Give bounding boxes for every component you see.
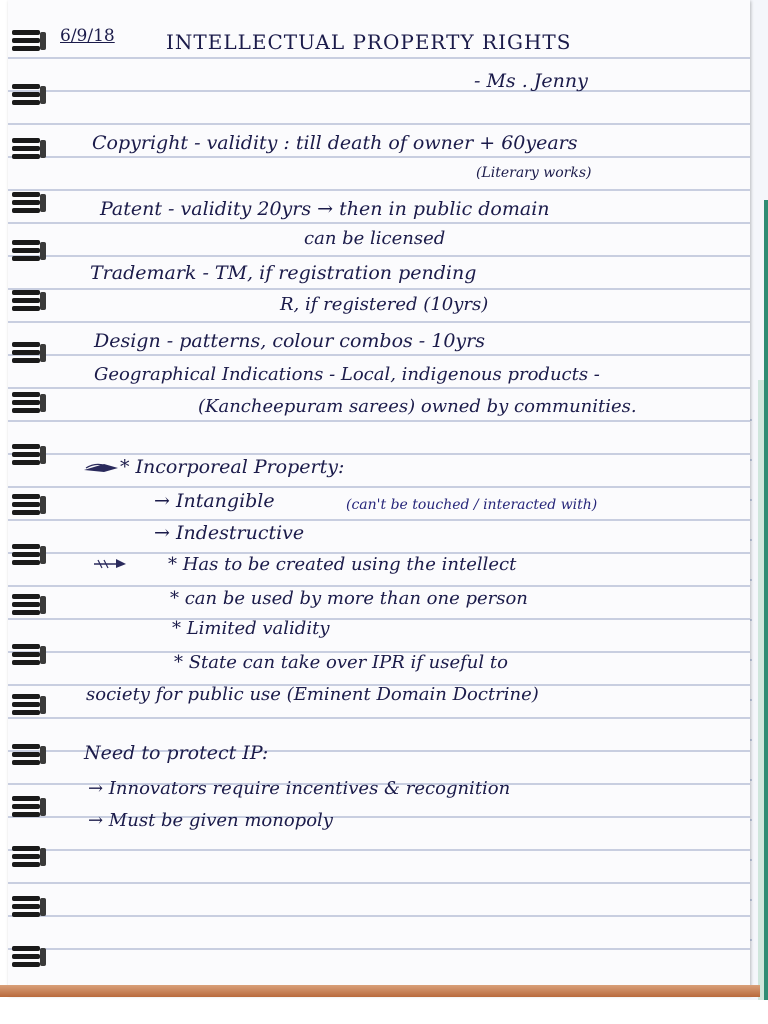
note-line-patent: Patent - validity 20yrs → then in public domain — [100, 198, 550, 220]
notebook-bottom-edge — [0, 985, 760, 997]
spiral-binding-icon — [10, 0, 50, 995]
page-title: INTELLECTUAL PROPERTY RIGHTS — [166, 30, 572, 54]
note-line-intangible: → Intangible — [154, 490, 275, 512]
pen-doodle-icon — [82, 458, 122, 478]
paper-sheet — [8, 0, 750, 995]
note-line-intangible-note: (can't be touched / interacted with) — [346, 497, 598, 513]
note-author: - Ms . Jenny — [474, 70, 588, 92]
note-line-innovators: → Innovators require incentives & recognition — [88, 778, 511, 799]
note-line-monopoly: → Must be given monopoly — [88, 810, 333, 831]
note-line-trademark: Trademark - TM, if registration pending — [90, 262, 477, 284]
note-line-registered: R, if registered (10yrs) — [280, 294, 489, 315]
note-line-society: society for public use (Eminent Domain Doctrine) — [86, 684, 539, 705]
note-line-literary: (Literary works) — [476, 165, 592, 181]
note-line-more-than-one: * can be used by more than one person — [170, 588, 528, 609]
note-line-geographical: Geographical Indications - Local, indigenous products - — [94, 364, 600, 385]
note-line-licensed: can be licensed — [304, 228, 446, 249]
note-line-design: Design - patterns, colour combos - 10yrs — [94, 330, 486, 352]
note-line-copyright: Copyright - validity : till death of owner + 60years — [92, 132, 578, 154]
note-date: 6/9/18 — [60, 26, 115, 46]
note-line-limited: * Limited validity — [172, 618, 330, 639]
arrow-doodle-icon — [92, 556, 132, 570]
note-line-incorporeal: * Incorporeal Property: — [120, 456, 345, 478]
note-line-indestructive: → Indestructive — [154, 522, 305, 544]
note-line-intellect: * Has to be created using the intellect — [168, 554, 517, 575]
note-line-state: * State can take over IPR if useful to — [174, 652, 508, 673]
note-line-need: Need to protect IP: — [84, 742, 269, 764]
note-line-kancheepuram: (Kancheepuram sarees) owned by communities. — [198, 396, 637, 417]
